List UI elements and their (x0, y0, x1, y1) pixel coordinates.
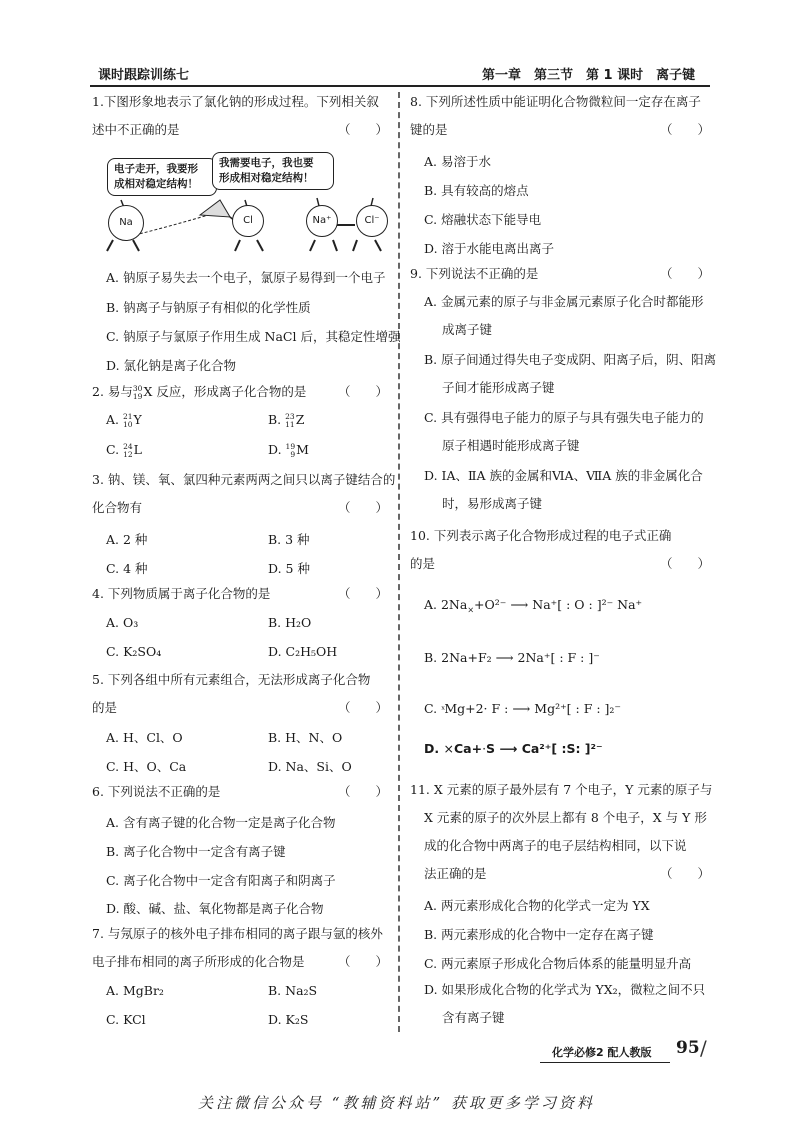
q3-option-c: C. 4 种 (106, 561, 148, 576)
q5-option-a: A. H、Cl、O (106, 730, 183, 745)
q2-option-c: C. 24 12L (106, 441, 142, 459)
na-atom: Na (108, 205, 144, 241)
q8-option-d: D. 溶于水能电离出离子 (424, 241, 555, 256)
q1-option-d: D. 氯化钠是离子化合物 (106, 358, 237, 373)
q10-option-b: B. 2Na+F₂ ⟶ 2Na⁺[ : F : ]⁻ (424, 650, 600, 665)
question-7: 7. 与氖原子的核外电子排布相同的离子跟与氩的核外 电子排布相同的离子所形成的化合物是 （ ） (92, 920, 388, 976)
cl-atom: Cl (232, 205, 264, 237)
question-9: 9. 下列说法不正确的是 （ ） (410, 260, 710, 288)
q7-option-d: D. K₂S (268, 1012, 309, 1027)
header-rule (90, 85, 710, 87)
q2-option-a: A. 21 10Y (106, 411, 142, 429)
speech-bubble-na: 电子走开，我要形 成相对稳定结构！ (107, 158, 217, 196)
q2-nuclide-x: 30 19 (132, 383, 143, 401)
cl-ion: Cl⁻ (356, 205, 388, 237)
q7-option-b: B. Na₂S (268, 983, 318, 998)
question-4: 4. 下列物质属于离子化合物的是 （ ） (92, 580, 388, 608)
answer-paren: （ ） (337, 122, 388, 137)
column-divider (398, 92, 400, 1032)
answer-paren: （ ） (337, 700, 388, 715)
q11-option-b: B. 两元素形成的化合物中一定存在离子键 (424, 927, 654, 942)
q6-option-a: A. 含有离子键的化合物一定是离子化合物 (106, 815, 336, 830)
na-ion: Na⁺ (306, 205, 338, 237)
q9-option-d: D. ⅠA、ⅡA 族的金属和ⅥA、ⅦA 族的非金属化合 时，易形成离子键 (424, 468, 703, 511)
answer-paren: （ ） (659, 866, 710, 881)
question-11: 11. X 元素的原子最外层有 7 个电子，Y 元素的原子与 X 元素的原子的次外层上都有 8 个电子，X 与 Y 形 成的化合物中两离子的电子层结构相同，以下说 法正确的是 （ ） (410, 776, 710, 888)
question-10: 10. 下列表示离子化合物形成过程的电子式正确 的是 （ ） (410, 522, 710, 578)
q2-option-d: D. 19 9M (268, 441, 309, 459)
q11-option-d: D. 如果形成化合物的化学式为 YX₂，微粒之间不只 含有离子键 (424, 982, 706, 1025)
answer-paren: （ ） (337, 384, 388, 399)
q3-option-d: D. 5 种 (268, 561, 310, 576)
answer-paren: （ ） (337, 586, 388, 601)
q8-option-a: A. 易溶于水 (424, 154, 491, 169)
answer-paren: （ ） (659, 266, 710, 281)
header-right: 第一章 第三节 第 1 课时 离子键 (482, 68, 696, 83)
q10-option-c: C. ˣMg+2· F : ⟶ Mg²⁺[ : F : ]₂⁻ (424, 701, 622, 716)
q5-option-d: D. Na、Si、O (268, 759, 352, 774)
q1-option-b: B. 钠离子与钠原子有相似的化学性质 (106, 300, 311, 315)
q6-option-d: D. 酸、碱、盐、氧化物都是离子化合物 (106, 901, 324, 916)
q9-option-c: C. 具有强得电子能力的原子与具有强失电子能力的 原子相遇时能形成离子键 (424, 410, 704, 453)
book-tag: 化学必修2 配人教版 (552, 1046, 652, 1059)
q8-option-c: C. 熔融状态下能导电 (424, 212, 542, 227)
q10-option-d: D. ×Ca+·S ⟶ Ca²⁺[ :S: ]²⁻ (424, 741, 603, 756)
speech-bubble-cl: 我需要电子，我也要 形成相对稳定结构！ (212, 152, 334, 190)
question-8: 8. 下列所述性质中能证明化合物微粒间一定存在离子 键的是 （ ） (410, 88, 710, 144)
q4-option-a: A. O₃ (106, 615, 139, 630)
q1-stem-line1: 1.下图形象地表示了氯化钠的形成过程。下列相关叙 (92, 94, 379, 109)
question-5: 5. 下列各组中所有元素组合，无法形成离子化合物 的是 （ ） (92, 666, 388, 722)
answer-paren: （ ） (337, 954, 388, 969)
header-left: 课时跟踪训练七 (98, 68, 190, 83)
q6-option-c: C. 离子化合物中一定含有阳离子和阴离子 (106, 873, 336, 888)
q4-option-d: D. C₂H₅OH (268, 644, 338, 659)
q2-option-b: B. 23 11Z (268, 411, 305, 429)
q11-option-c: C. 两元素原子形成化合物后体系的能量明显升高 (424, 956, 692, 971)
q4-option-c: C. K₂SO₄ (106, 644, 162, 659)
q5-option-c: C. H、O、Ca (106, 759, 187, 774)
q3-option-a: A. 2 种 (106, 532, 148, 547)
q1-option-c: C. 钠原子与氯原子作用生成 NaCl 后，其稳定性增强 (106, 329, 401, 344)
footer-rule (540, 1062, 670, 1063)
q7-option-c: C. KCl (106, 1012, 146, 1027)
answer-paren: （ ） (659, 556, 710, 571)
answer-paren: （ ） (337, 500, 388, 515)
q1-option-a: A. 钠原子易失去一个电子，氯原子易得到一个电子 (106, 270, 386, 285)
answer-paren: （ ） (337, 784, 388, 799)
q7-option-a: A. MgBr₂ (106, 983, 164, 998)
question-2: 2. 易与30 19X 反应，形成离子化合物的是 （ ） (92, 378, 388, 406)
q5-option-b: B. H、N、O (268, 730, 343, 745)
q1-stem-line2: 述中不正确的是 （ ） (92, 116, 388, 144)
q11-option-a: A. 两元素形成化合物的化学式一定为 YX (424, 898, 650, 913)
q3-option-b: B. 3 种 (268, 532, 310, 547)
q8-option-b: B. 具有较高的熔点 (424, 183, 529, 198)
q9-option-b: B. 原子间通过得失电子变成阴、阳离子后，阴、阳离 子间才能形成离子键 (424, 352, 717, 395)
page-slash: / (700, 1036, 707, 1060)
answer-paren: （ ） (659, 122, 710, 137)
question-1 (92, 88, 388, 144)
q9-option-a: A. 金属元素的原子与非金属元素原子化合时都能形 成离子键 (424, 294, 704, 337)
question-3: 3. 钠、镁、氧、氯四种元素两两之间只以离子键结合的 化合物有 （ ） (92, 466, 388, 522)
q4-option-b: B. H₂O (268, 615, 312, 630)
q6-option-b: B. 离子化合物中一定含有离子键 (106, 844, 286, 859)
q10-option-a: A. $2Na_\times+O^{2-}$ ⟶ Na⁺[ : O : ]²⁻ Na⁺ (424, 597, 643, 615)
page-number: 95 (676, 1038, 700, 1058)
handwritten-note: 关注微信公众号 “教辅资料站” 获取更多学习资料 (198, 1094, 595, 1112)
question-6: 6. 下列说法不正确的是 （ ） (92, 778, 388, 806)
